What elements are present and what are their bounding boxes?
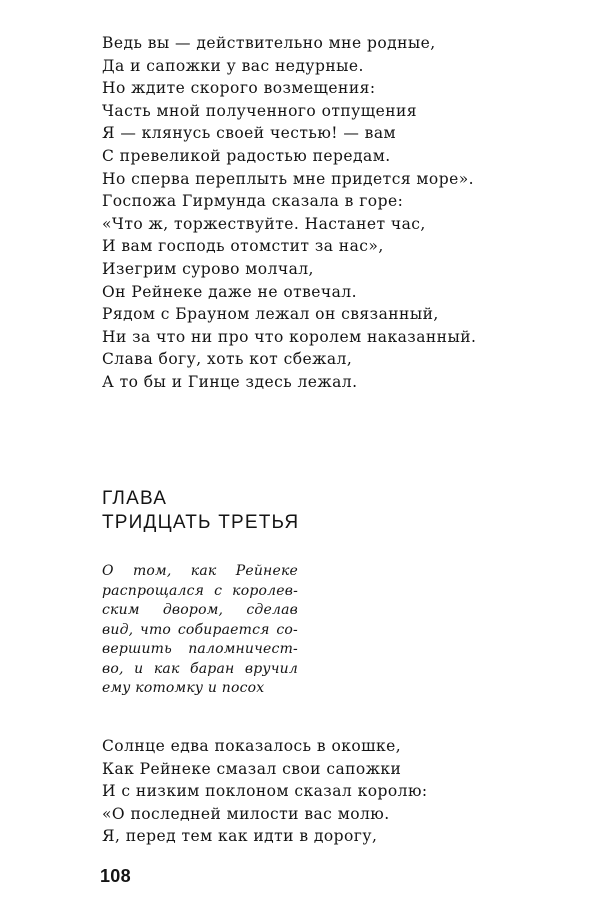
summary-line: О том, как Рейнеке (102, 563, 298, 579)
page-number: 108 (100, 866, 131, 886)
verse-line: «Что ж, торжествуйте. Настанет час, (102, 214, 426, 233)
chapter-heading (102, 487, 299, 535)
verse-line: Солнце едва показалось в окошке, (102, 737, 402, 755)
summary-line: ему котомку и посох (102, 680, 265, 696)
verse-line: Рядом с Брауном лежал он связанный, (102, 305, 439, 324)
verse-line: И вам господь отомстит за нас», (102, 237, 384, 256)
verse-line: Но ждите скорого возмещения: (102, 79, 376, 98)
verse-line: Слава богу, хоть кот сбежал, (102, 350, 353, 369)
verse-line: Я, перед тем как идти в дорогу, (102, 827, 378, 846)
verse-line: Ни за что ни про что королем наказанный. (102, 327, 477, 346)
verse-line: Он Рейнеке даже не отвечал. (102, 282, 357, 301)
chapter-heading-number: ТРИДЦАТЬ ТРЕТЬЯ (102, 512, 300, 533)
summary-line: во, и как баран вручил (102, 660, 298, 677)
verse-line: Часть мной полученного отпущения (102, 101, 418, 120)
verse-line: Как Рейнеке смазал свои сапожки (102, 759, 402, 778)
verse-line: С превеликой радостью передам. (102, 146, 391, 165)
verse-line: Да и сапожки у вас недурные. (102, 56, 364, 75)
verse-stanza-1 (102, 32, 476, 394)
verse-line: Но сперва переплыть мне придется море». (102, 169, 475, 188)
summary-line: вид, что собирается со- (102, 621, 298, 638)
verse-line: Я — клянусь своей честью! — вам (102, 124, 397, 143)
chapter-summary (102, 562, 298, 699)
verse-line: Ведь вы — действительно мне родные, (102, 34, 436, 52)
verse-line: Изегрим сурово молчал, (102, 259, 314, 278)
verse-line: А то бы и Гинце здесь лежал. (102, 372, 358, 391)
chapter-heading-label: ГЛАВА (102, 488, 168, 509)
verse-line: «О последней милости вас молю. (102, 804, 390, 823)
summary-line: ским двором, сделав (102, 602, 298, 618)
verse-line: И с низким поклоном сказал королю: (102, 782, 428, 801)
summary-line: вершить паломничест- (102, 641, 298, 657)
verse-line: Госпожа Гирмунда сказала в горе: (102, 192, 404, 211)
verse-stanza-2 (102, 735, 428, 848)
summary-line: распрощался с королев- (102, 582, 298, 599)
